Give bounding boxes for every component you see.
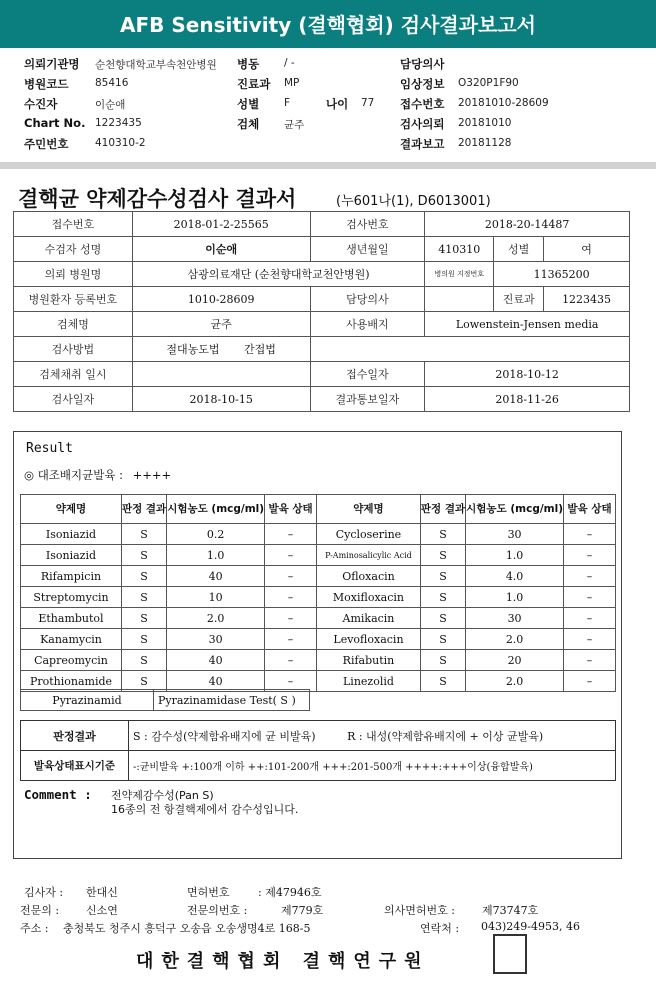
hospital-label: 의뢰 병원명	[14, 262, 133, 287]
drug-name: Rifampicin	[21, 566, 122, 587]
contact-label: 연락처 :	[420, 922, 460, 935]
sex-value-doc: 여	[544, 237, 630, 262]
report-date-label: 결과보고	[400, 137, 445, 151]
medium-value: Lowenstein-Jensen media	[425, 312, 630, 337]
name-value: 이순애	[132, 237, 310, 262]
drug-name: Isoniazid	[21, 524, 122, 545]
drug-concentration: 30	[466, 608, 564, 629]
age-value: 77	[361, 97, 375, 109]
specimen-info-table	[13, 211, 630, 412]
hosp-id-label: 병의원 지정번호	[425, 262, 494, 287]
col-conc: 시험농도 (mcg/ml)	[167, 495, 265, 524]
drug-result: S	[420, 545, 465, 566]
document-code: (누601나(1), D6013001)	[336, 194, 491, 209]
doc-license-value: 제73747호	[482, 904, 539, 917]
drug-result: S	[420, 629, 465, 650]
dept-value-doc: 1223435	[544, 287, 630, 312]
doctor-value-doc	[425, 287, 494, 312]
drug-result: S	[420, 650, 465, 671]
name-label: 수검자 성명	[14, 237, 133, 262]
req-org-value: 순천향대학교부속천안병원	[95, 59, 217, 71]
dob-value: 410310	[425, 237, 494, 262]
comment-line-2: 16종의 전 항결핵제에서 감수성입니다.	[111, 803, 299, 816]
dept-value: MP	[284, 77, 300, 89]
ssn-value: 410310-2	[95, 137, 146, 149]
drug-growth: –	[265, 545, 317, 566]
control-growth-label: ◎ 대조배지균발육 :	[24, 468, 123, 482]
table-row	[21, 650, 616, 671]
legend-table	[20, 720, 616, 781]
patient-label: 수진자	[24, 97, 58, 111]
table-row	[21, 587, 616, 608]
drug-name: Ofloxacin	[317, 566, 421, 587]
receipt-value: 2018-01-2-25565	[132, 212, 310, 237]
drug-concentration: 30	[466, 524, 564, 545]
received-value: 2018-10-12	[425, 362, 630, 387]
report-title: AFB Sensitivity (결핵협회) 검사결과보고서	[120, 13, 536, 37]
table-row	[21, 545, 616, 566]
drug-concentration: 40	[167, 650, 265, 671]
method-indirect: 간접법	[244, 343, 276, 356]
drug-name: Prothionamide	[21, 671, 122, 692]
document-title: 결핵균 약제감수성검사 결과서	[18, 187, 297, 211]
test-date-label: 검사일자	[14, 387, 133, 412]
drug-result: S	[121, 671, 166, 692]
drug-growth: –	[564, 608, 616, 629]
specimen-label-doc: 검체명	[14, 312, 133, 337]
hosp-code-value: 85416	[95, 77, 129, 89]
address-value: 충청북도 청주시 흥덕구 오송읍 오송생명4로 168-5	[63, 922, 311, 935]
drug-growth: –	[564, 629, 616, 650]
result-title: Result	[26, 441, 73, 456]
drug-growth: –	[265, 671, 317, 692]
doctor-label: 담당의사	[400, 57, 445, 71]
chart-value: 1223435	[95, 117, 142, 129]
growth-legend-label: 발육상태표시기준	[21, 751, 129, 781]
ward-value: / -	[284, 57, 295, 69]
drug-concentration: 40	[167, 566, 265, 587]
table-row	[21, 608, 616, 629]
drug-result: S	[420, 566, 465, 587]
doc-license-label: 의사면허번호 :	[384, 904, 455, 917]
drug-result: S	[420, 587, 465, 608]
drug-result: S	[121, 545, 166, 566]
table-row	[21, 629, 616, 650]
drug-name: Rifabutin	[317, 650, 421, 671]
drug-name: Levofloxacin	[317, 629, 421, 650]
tech-value: 한대신	[86, 886, 118, 899]
spec-license-value: 제779호	[281, 904, 324, 917]
patient-value: 이순애	[95, 99, 126, 111]
dept-label: 진료과	[237, 77, 271, 91]
table-row	[21, 524, 616, 545]
chart-label: Chart No.	[24, 116, 86, 130]
specialist-label: 전문의 :	[20, 904, 60, 917]
report-title-bar	[0, 0, 656, 48]
notify-label: 결과통보일자	[310, 387, 425, 412]
drug-growth: –	[265, 608, 317, 629]
drug-result: S	[420, 671, 465, 692]
req-org-label: 의뢰기관명	[24, 57, 80, 71]
spec-license-label: 전문의번호 :	[187, 904, 248, 917]
report-date-value: 20181128	[458, 137, 512, 149]
drug-result: S	[420, 608, 465, 629]
drug-growth: –	[265, 650, 317, 671]
drug-concentration: 2.0	[466, 671, 564, 692]
pyrazinamid-name: Pyrazinamid	[21, 690, 154, 711]
pyrazinamid-test: Pyrazinamidase Test( S )	[154, 690, 310, 711]
received-label: 접수일자	[310, 362, 425, 387]
pyrazinamid-row	[20, 689, 310, 711]
ssn-label: 주민번호	[24, 137, 69, 151]
method-value	[132, 337, 310, 362]
test-no-label: 검사번호	[310, 212, 425, 237]
request-date-value: 20181010	[458, 117, 512, 129]
drug-name: Streptomycin	[21, 587, 122, 608]
control-growth	[24, 467, 171, 483]
drug-name: Kanamycin	[21, 629, 122, 650]
col-conc-2: 시험농도 (mcg/ml)	[466, 495, 564, 524]
drug-result: S	[420, 524, 465, 545]
drug-name: Cycloserine	[317, 524, 421, 545]
institution-name: 대한결핵협회 결핵연구원	[136, 951, 430, 972]
specialist-value: 신소연	[86, 904, 118, 917]
notify-value: 2018-11-26	[425, 387, 630, 412]
drug-concentration: 4.0	[466, 566, 564, 587]
test-date-value: 2018-10-15	[132, 387, 310, 412]
drug-result: S	[121, 608, 166, 629]
comment-line-1: 전약제감수성(Pan S)	[111, 789, 214, 802]
ward-label: 병동	[237, 57, 260, 71]
judge-legend-text	[129, 721, 616, 751]
control-growth-value: ++++	[132, 468, 172, 482]
method-absolute: 절대농도법	[166, 343, 220, 356]
medium-label: 사용배지	[310, 312, 425, 337]
method-label: 검사방법	[14, 337, 133, 362]
tech-label: 김사자 :	[24, 886, 64, 899]
specimen-label: 검체	[237, 117, 260, 131]
drug-name: P-Aminosalicylic Acid	[317, 545, 421, 566]
drug-name: Linezolid	[317, 671, 421, 692]
clinical-label: 임상정보	[400, 77, 445, 91]
doctor-label-doc: 담당의사	[310, 287, 425, 312]
col-judge: 판정 결과	[121, 495, 166, 524]
col-drug: 약제명	[21, 495, 122, 524]
receipt-label: 접수번호	[14, 212, 133, 237]
drug-concentration: 2.0	[167, 608, 265, 629]
drug-growth: –	[564, 566, 616, 587]
judge-legend-r: R : 내성(약제함유배지에 + 이상 균발육)	[347, 729, 544, 743]
drug-name: Moxifloxacin	[317, 587, 421, 608]
drug-concentration: 10	[167, 587, 265, 608]
patient-header	[0, 52, 656, 152]
collect-value	[132, 362, 310, 387]
drug-name: Isoniazid	[21, 545, 122, 566]
method-blank	[310, 337, 629, 362]
judge-legend-s: S : 감수성(약제함유배지에 균 비발육)	[133, 729, 316, 743]
license-value: : 제47946호	[258, 886, 322, 899]
drug-sensitivity-table	[20, 494, 616, 692]
drug-growth: –	[564, 650, 616, 671]
address-label: 주소 :	[20, 922, 49, 935]
drug-growth: –	[265, 566, 317, 587]
license-label: 면허번호	[187, 886, 230, 899]
sex-value: F	[284, 97, 291, 109]
request-date-label: 검사의뢰	[400, 117, 445, 131]
sex-label-doc: 성별	[494, 237, 544, 262]
drug-concentration: 30	[167, 629, 265, 650]
receipt-no-label: 접수번호	[400, 97, 445, 111]
drug-concentration: 1.0	[466, 545, 564, 566]
clinical-value: O320P1F90	[458, 77, 519, 89]
drug-result: S	[121, 587, 166, 608]
drug-name: Capreomycin	[21, 650, 122, 671]
reg-label: 병원환자 등록번호	[14, 287, 133, 312]
specimen-value: 균주	[284, 119, 305, 131]
hosp-code-label: 병원코드	[24, 77, 69, 91]
official-seal	[493, 934, 527, 974]
drug-result: S	[121, 650, 166, 671]
dob-label: 생년월일	[310, 237, 425, 262]
comment-label: Comment :	[24, 787, 92, 802]
drug-result: S	[121, 566, 166, 587]
judge-legend-label: 판정결과	[21, 721, 129, 751]
collect-label: 검체채취 일시	[14, 362, 133, 387]
drug-growth: –	[265, 587, 317, 608]
drug-name: Ethambutol	[21, 608, 122, 629]
drug-growth: –	[564, 671, 616, 692]
drug-result: S	[121, 524, 166, 545]
drug-concentration: 40	[167, 671, 265, 692]
drug-concentration: 1.0	[466, 587, 564, 608]
drug-concentration: 0.2	[167, 524, 265, 545]
drug-name: Amikacin	[317, 608, 421, 629]
col-growth-2: 발육 상태	[564, 495, 616, 524]
dept-label-doc: 진료과	[494, 287, 544, 312]
drug-concentration: 1.0	[167, 545, 265, 566]
drug-growth: –	[265, 524, 317, 545]
reg-value: 1010-28609	[132, 287, 310, 312]
specimen-value-doc: 균주	[132, 312, 310, 337]
section-divider	[0, 162, 656, 169]
drug-growth: –	[564, 545, 616, 566]
drug-concentration: 2.0	[466, 629, 564, 650]
drug-concentration: 20	[466, 650, 564, 671]
col-drug-2: 약제명	[317, 495, 421, 524]
sex-label: 성별	[237, 97, 260, 111]
col-judge-2: 판정 결과	[420, 495, 465, 524]
col-growth: 발육 상태	[265, 495, 317, 524]
test-no-value: 2018-20-14487	[425, 212, 630, 237]
drug-growth: –	[265, 629, 317, 650]
growth-legend-text: -:균비발육 +:100개 이하 ++:101-200개 +++:201-500개 ++++:+++이상(융합발육)	[129, 751, 616, 781]
drug-growth: –	[564, 524, 616, 545]
hosp-id-value: 11365200	[494, 262, 630, 287]
hospital-value: 삼광의료재단 (순천향대학교천안병원)	[132, 262, 424, 287]
drug-result: S	[121, 629, 166, 650]
drug-growth: –	[564, 587, 616, 608]
receipt-no-value: 20181010-28609	[458, 97, 549, 109]
table-row	[21, 566, 616, 587]
contact-value: 043)249-4953, 46	[481, 920, 580, 933]
age-label: 나이	[326, 97, 349, 111]
